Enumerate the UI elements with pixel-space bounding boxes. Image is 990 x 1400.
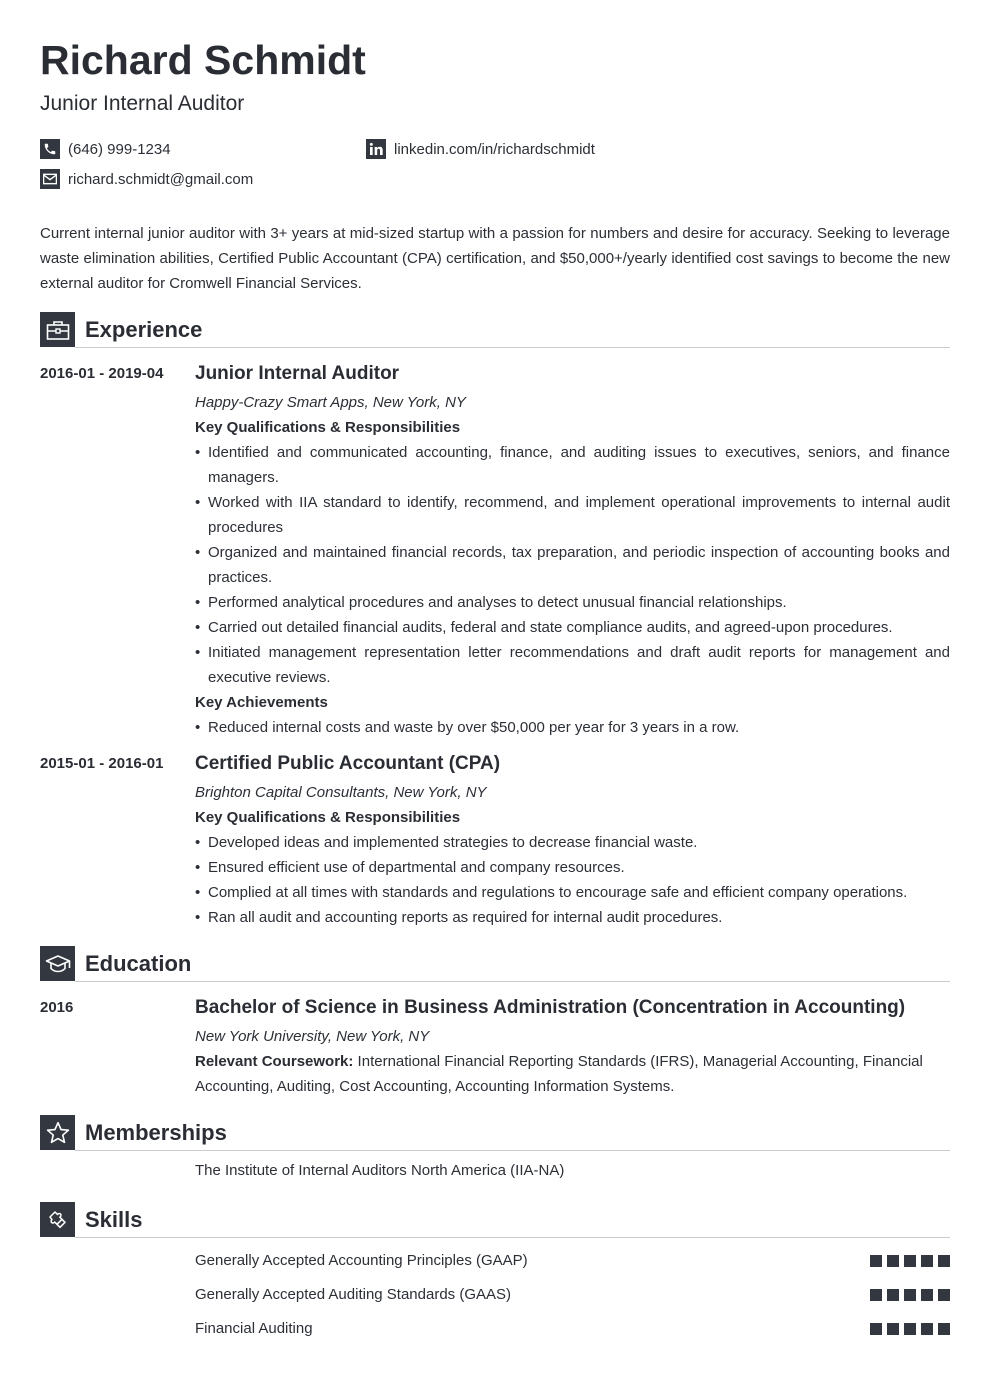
- list-item: • Ran all audit and accounting reports as required for internal audit procedures.: [195, 905, 950, 930]
- skills-section-header: [40, 1202, 950, 1238]
- skill-level-square: [870, 1289, 882, 1301]
- star-icon: [40, 1115, 75, 1150]
- skill-level-square: [938, 1255, 950, 1267]
- education-entry: [195, 995, 950, 1099]
- qualifications-list: [195, 830, 950, 930]
- qualifications-label: Key Qualifications & Responsibilities: [195, 809, 461, 826]
- list-item: • Ensured efficient use of departmental and company resources.: [195, 855, 950, 880]
- section-divider: [75, 981, 950, 982]
- coursework: [195, 1049, 950, 1099]
- skill-level-square: [921, 1255, 933, 1267]
- skill-rating: [870, 1289, 950, 1301]
- briefcase-icon: [40, 312, 75, 347]
- job-dates: 2015-01 - 2016-01: [40, 755, 164, 772]
- membership-item: The Institute of Internal Auditors North America (IIA-NA): [195, 1162, 565, 1179]
- section-divider: [75, 1150, 950, 1151]
- skill-row: [195, 1320, 950, 1340]
- section-divider: [75, 347, 950, 348]
- qualifications-list: [195, 440, 950, 690]
- experience-section-header: [40, 312, 950, 348]
- education-title: Education: [85, 951, 192, 976]
- job-company: Happy-Crazy Smart Apps, New York, NY: [195, 394, 466, 411]
- skill-row: [195, 1252, 950, 1272]
- job-entry: [195, 751, 950, 930]
- graduation-cap-icon: [40, 946, 75, 981]
- skill-rating: [870, 1323, 950, 1335]
- job-title: Junior Internal Auditor: [195, 363, 400, 384]
- experience-title: Experience: [85, 317, 203, 342]
- job-dates: 2016-01 - 2019-04: [40, 365, 164, 382]
- candidate-name: Richard Schmidt: [40, 37, 366, 83]
- puzzle-icon: [40, 1202, 75, 1237]
- coursework-label: Relevant Coursework:: [195, 1053, 354, 1070]
- list-item: • Initiated management representation letter recommendations and draft audit reports for management and executive reviews.: [195, 640, 950, 690]
- skill-level-square: [904, 1255, 916, 1267]
- section-divider: [75, 1237, 950, 1238]
- list-item: • Carried out detailed financial audits, federal and state compliance audits, and agreed-upon procedures.: [195, 615, 950, 640]
- skill-row: [195, 1286, 950, 1306]
- list-item: • Reduced internal costs and waste by over $50,000 per year for 3 years in a row.: [195, 715, 950, 740]
- degree-title: Bachelor of Science in Business Administration (Concentration in Accounting): [195, 997, 906, 1018]
- skill-name: Generally Accepted Accounting Principles (GAAP): [195, 1252, 528, 1269]
- contact-linkedin: [366, 139, 595, 159]
- achievements-label: Key Achievements: [195, 694, 328, 711]
- qualifications-label: Key Qualifications & Responsibilities: [195, 419, 461, 436]
- linkedin-icon: [366, 139, 386, 159]
- skill-level-square: [938, 1289, 950, 1301]
- contact-phone: [40, 139, 171, 159]
- skill-level-square: [870, 1323, 882, 1335]
- education-section-header: [40, 946, 950, 982]
- skill-level-square: [921, 1289, 933, 1301]
- list-item: • Organized and maintained financial records, tax preparation, and periodic inspection of accounting books and practices.: [195, 540, 950, 590]
- contact-email: [40, 169, 253, 189]
- skill-level-square: [887, 1323, 899, 1335]
- candidate-role: Junior Internal Auditor: [40, 92, 245, 115]
- coursework-text: International Financial Reporting Standards (IFRS), Managerial Accounting, Financial Accounting, Auditing, Cost Accounting, Accounting Information Systems.: [195, 1053, 923, 1095]
- education-year: 2016: [40, 999, 74, 1016]
- profile-summary: Current internal junior auditor with 3+ years at mid-sized startup with a passion for numbers and desire for accuracy. Seeking to leverage waste elimination abilities, Certified Public Accountant (CPA) certification, and $50,000+/yearly identified cost savings to become the new external auditor for Cromwell Financial Services.: [40, 225, 950, 292]
- list-item: • Developed ideas and implemented strategies to decrease financial waste.: [195, 830, 950, 855]
- school-name: New York University, New York, NY: [195, 1028, 430, 1045]
- skill-level-square: [870, 1255, 882, 1267]
- list-item: • Identified and communicated accounting, finance, and auditing issues to executives, seniors, and finance managers.: [195, 440, 950, 490]
- skills-title: Skills: [85, 1207, 143, 1232]
- job-company: Brighton Capital Consultants, New York, NY: [195, 784, 487, 801]
- skill-name: Generally Accepted Auditing Standards (GAAS): [195, 1286, 512, 1303]
- memberships-section-header: [40, 1115, 950, 1151]
- list-item: • Performed analytical procedures and analyses to detect unusual financial relationships.: [195, 590, 950, 615]
- skill-name: Financial Auditing: [195, 1320, 313, 1337]
- skill-level-square: [921, 1323, 933, 1335]
- skill-level-square: [904, 1289, 916, 1301]
- achievements-list: [195, 715, 950, 740]
- skill-level-square: [938, 1323, 950, 1335]
- job-entry: [195, 361, 950, 740]
- phone-icon: [40, 139, 60, 159]
- skill-level-square: [887, 1255, 899, 1267]
- list-item: • Complied at all times with standards and regulations to encourage safe and efficient company operations.: [195, 880, 950, 905]
- memberships-title: Memberships: [85, 1120, 227, 1145]
- phone-text: (646) 999-1234: [68, 140, 171, 158]
- job-title: Certified Public Accountant (CPA): [195, 753, 501, 774]
- skill-rating: [870, 1255, 950, 1267]
- list-item: • Worked with IIA standard to identify, recommend, and implement operational improvements to internal audit procedures: [195, 490, 950, 540]
- email-text[interactable]: richard.schmidt@gmail.com: [68, 170, 254, 188]
- skill-level-square: [887, 1289, 899, 1301]
- envelope-icon: [40, 169, 60, 189]
- skill-level-square: [904, 1323, 916, 1335]
- linkedin-text[interactable]: linkedin.com/in/richardschmidt: [394, 140, 595, 158]
